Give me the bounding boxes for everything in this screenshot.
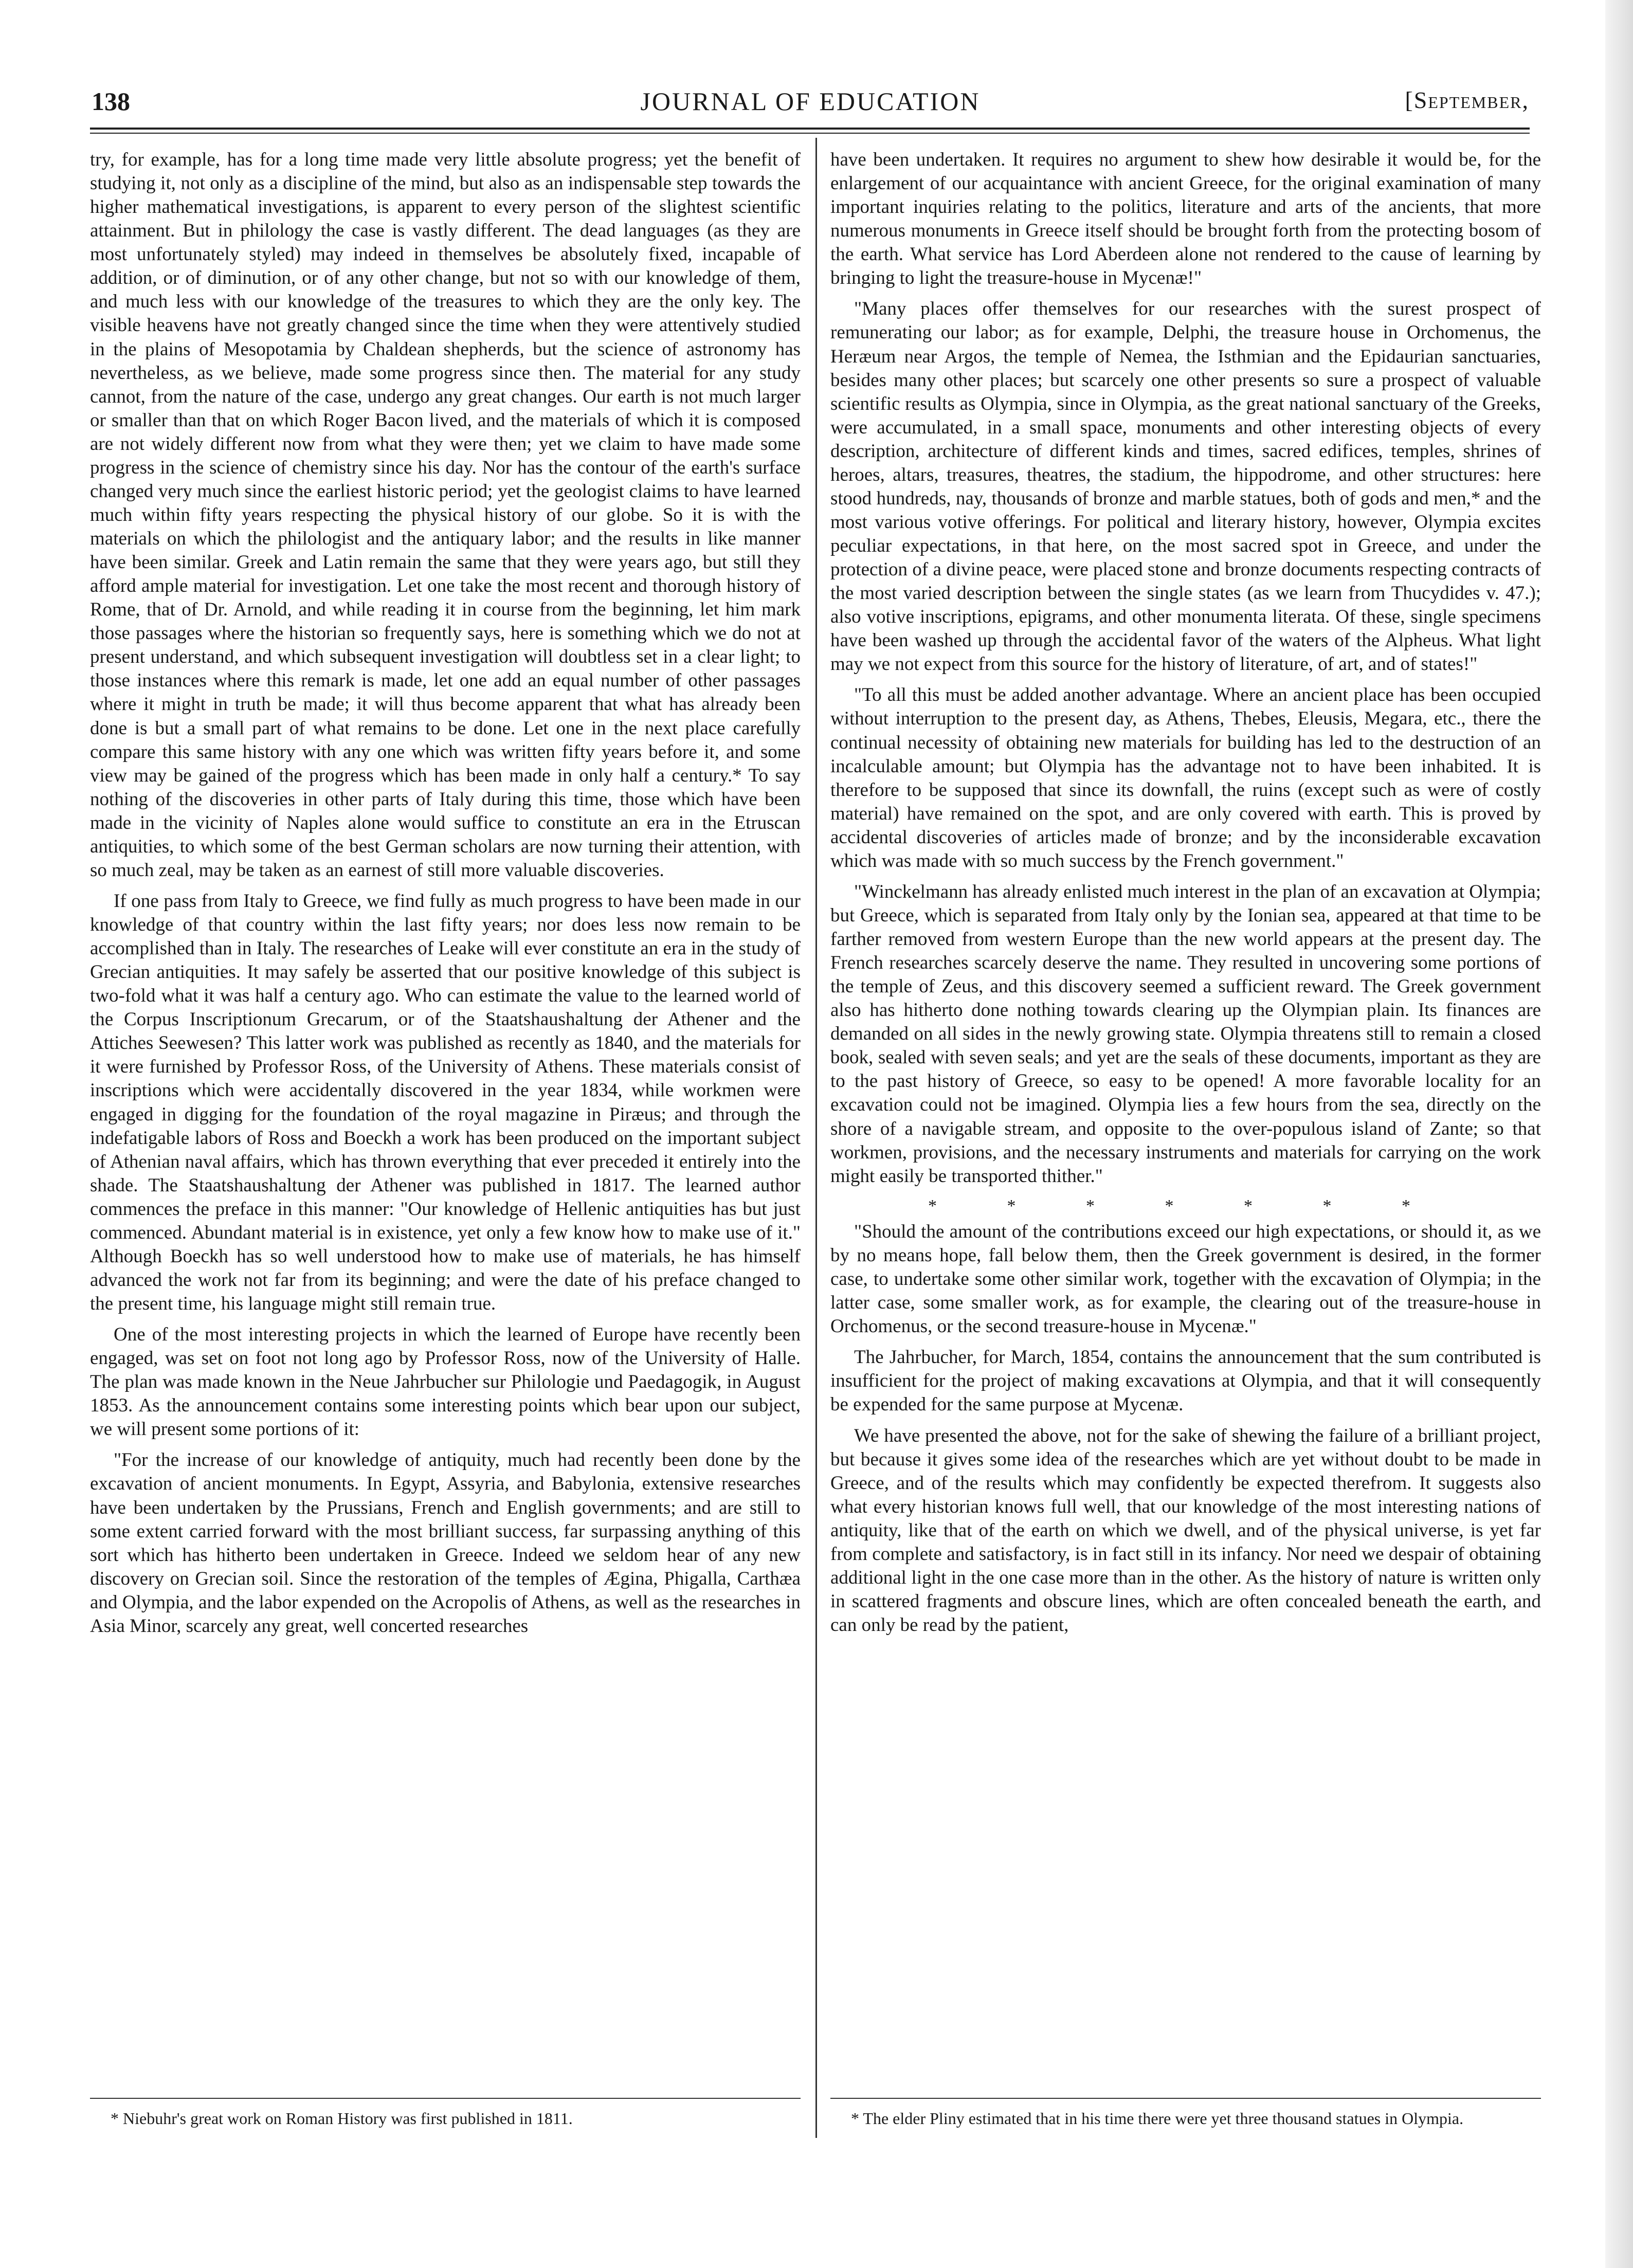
left-paragraph-1: try, for example, has for a long time made very little absolute progress; yet the benefit of studying it, not only as a discipline of the mind, but also as an indispensable step towards the higher mathematical investigations, is apparent to every person of the slightest scientific attainment. But in philology the case is vastly different. The dead languages (as they are most unfortunately styled) may indeed in themselves be absolutely fixed, incapable of addition, or of diminution, or of any other change, but not so with our knowledge of them, and much less with our knowledge of the treasures to which they are the only key. The visible heavens have not greatly changed since the time when they were attentively studied in the plains of Mesopotamia by Chaldean shepherds, but the science of astronomy has nevertheless, as we believe, made some progress since then. The material for any study cannot, from the nature of the case, undergo any great changes. Our earth is not much larger or smaller than that on which Roger Bacon lived, and the materials of which it is composed are not widely different now from what they were then; yet we claim to have made some progress in the science of chemistry since his day. Nor has the contour of the earth's surface changed very much since the earliest historic period; yet the geologist claims to have learned much within fifty years respecting the physical history of our globe. So it is with the materials on which the philologist and the antiquary labor; and the results in like manner have been similar. Greek and Latin remain the same that they were years ago, but still they afford ample material for investigation. Let one take the most recent and thorough history of Rome, that of Dr. Arnold, and while reading it in course from the beginning, let him mark those passages where the historian so frequently says, here is something which we do not at present understand, and which subsequent investigation will doubtless set in a clear light; to those instances where this remark is made, let one add an equal number of other passages where it might in truth be made; it will thus become apparent that what has already been done is but a small part of what remains to be done. Let one in the next place carefully compare this same history with any one which was written fifty years before it, and some view may be gained of the progress which has been made in only half a century.* To say nothing of the discoveries in other parts of Italy during this time, those which have been made in the vicinity of Naples alone would suffice to constitute an era in the Etruscan antiquities, to which some of the best German scholars are now turning their attention, with so much zeal, may be taken as an earnest of still more valuable discoveries. xyxy=(90,149,801,881)
running-header xyxy=(92,86,1529,128)
footnote-rule-right xyxy=(830,2098,1541,2099)
journal-title: JOURNAL OF EDUCATION xyxy=(640,87,981,116)
right-paragraph-3: "To all this must be added another advantage. Where an ancient place has been occupied without interruption to the present day, as Athens, Thebes, Eleusis, Megara, etc., there the continual necessity of obtaining new materials for building has led to the destruction of an incalculable amount; but Olympia has the advantage not to have been inhabited. It is therefore to be supposed that since its downfall, the ruins (except such as were of costly material) have remained on the spot, and are only covered with earth. This is proved by accidental discoveries of articles made of bronze; and by the inconsiderable excavation which was made with so much success by the French government." xyxy=(830,684,1541,872)
section-label: [September, xyxy=(1405,87,1529,113)
right-paragraph-5: "Should the amount of the contributions exceed our high expectations, or should it, as we by no means hope, fall below them, then the Greek government is desired, in the former case, to undertake some other similar work, together with the excavation of Olympia; in the latter case, some smaller work, as for example, the clearing out of the treasure-house in Orchomenus, or the second treasure-house in Mycenæ." xyxy=(830,1221,1541,1337)
left-paragraph-3: One of the most interesting projects in which the learned of Europe have recently been engaged, was set on foot not long ago by Professor Ross, now of the University of Halle. The plan was made known in the Neue Jahrbucher sur Philologie und Paedagogik, in August 1853. As the announcement contains some interesting points which bear upon our subject, we will present some portions of it: xyxy=(90,1324,801,1440)
right-column xyxy=(830,148,1541,2061)
right-paragraph-2: "Many places offer themselves for our researches with the surest prospect of remunerating our labor; as for example, Delphi, the treasure house in Orchomenus, the Heræum near Argos, the temple of Nemea, the Isthmian and the Epidaurian sanctuaries, besides many other places; but scarcely one other presents so sure a prospect of valuable scientific results as Olympia, since in Olympia, as the great national sanctuary of the Greeks, were accumulated, in a small space, monuments and other interesting objects of every description, architecture of different kinds and times, sacred edifices, temples, shrines of heroes, altars, treasures, theatres, the stadium, the hippodrome, and other structures: here stood hundreds, nay, thousands of bronze and marble statues, both of gods and men,* and the most various votive offerings. For political and literary history, however, Olympia excites peculiar expectations, in that here, on the most sacred spot in Greece, and under the protection of a divine peace, were placed stone and bronze documents respecting contracts of the most varied description between the single states (as we learn from Thucydides v. 47.); also votive inscriptions, epigrams, and other monumenta literata. Of these, single specimens have been washed up through the accidental favor of the waters of the Alpheus. What light may we not expect from this source for the history of literature, of art, and of states!" xyxy=(830,298,1541,675)
header-rule xyxy=(90,128,1530,130)
header-rule-thin xyxy=(90,133,1530,134)
right-paragraph-6: The Jahrbucher, for March, 1854, contains the announcement that the sum contributed is insufficient for the project of making excavations at Olympia, and that it will consequently be expended for the same purpose at Mycenæ. xyxy=(830,1347,1541,1416)
section-break-asterisks: * * * * * * * xyxy=(928,1196,1443,1215)
right-paragraph-1: have been undertaken. It requires no argument to shew how desirable it would be, for the enlargement of our acquaintance with ancient Greece, for the original examination of many important inquiries relating to the politics, literature and arts of the ancients, that more numerous monuments in Greece itself should be brought forth from the protecting bosom of the earth. What service has Lord Aberdeen alone not rendered to the cause of learning by bringing to light the treasure-house in Mycenæ!" xyxy=(830,149,1541,289)
column-divider xyxy=(815,138,817,2138)
footnote-left-text: * Niebuhr's great work on Roman History was first published in 1811. xyxy=(111,2109,573,2128)
footnote-right xyxy=(830,2108,1541,2130)
right-paragraph-4: "Winckelmann has already enlisted much interest in the plan of an excavation at Olympia; but Greece, which is separated from Italy only by the Ionian sea, appeared at that time to be farther removed from western Europe than the new world appears at the present day. The French researches scarcely deserve the name. They resulted in uncovering some portions of the temple of Zeus, and this discovery seemed a sufficient reward. The Greek government also has hitherto done nothing towards clearing up the Olympian plain. Its finances are demanded on all sides in the newly growing state. Olympia threatens still to remain a closed book, sealed with seven seals; and yet are the seals of these documents, important as they are to the past history of Greece, so easy to be opened! A more favorable locality for an excavation could not be imagined. Olympia lies a few hours from the sea, directly on the shore of a navigable stream, and opposite to the over-populous island of Zante; so that workmen, provisions, and the necessary instruments and materials for carrying on the work might easily be transported thither." xyxy=(830,881,1541,1187)
page-edge-shadow xyxy=(1605,0,1633,2268)
left-paragraph-2: If one pass from Italy to Greece, we find fully as much progress to have been made in our knowledge of that country within the last fifty years; nor does less now remain to be accomplished than in Italy. The researches of Leake will ever constitute an era in the study of Grecian antiquities. It may safely be asserted that our positive knowledge of this subject is two-fold what it was half a century ago. Who can estimate the value to the learned world of the Corpus Inscriptionum Grecarum, or of the Staatshaushaltung der Athener and the Attiches Seewesen? This latter work was published as recently as 1840, and the materials for it were furnished by Professor Ross, of the University of Athens. These materials consist of inscriptions which were accidentally discovered in the year 1834, while workmen were engaged in digging for the foundation of the royal magazine in Piræus; and through the indefatigable labors of Ross and Boeckh a work has been produced on the important subject of Athenian naval affairs, which has thrown everything that ever preceded it entirely into the shade. The Staatshaushaltung der Athener was published in 1817. The learned author commences the preface in this manner: "Our knowledge of Hellenic antiquities has but just commenced. Abundant material is in existence, yet only a few know how to make use of it." Although Boeckh has so well understood how to make use of materials, he has himself advanced the work not far from its beginning; and were the date of his preface changed to the present time, his language might still remain true. xyxy=(90,890,801,1314)
footnote-left xyxy=(90,2108,801,2130)
footnote-right-text: * The elder Pliny estimated that in his time there were yet three thousand statues in Olympia. xyxy=(851,2109,1464,2128)
left-paragraph-4: "For the increase of our knowledge of antiquity, much had recently been done by the excavation of ancient monuments. In Egypt, Assyria, and Babylonia, extensive researches have been undertaken by the Prussians, French and English governments; and are still to some extent carried forward with the most brilliant success, far surpassing anything of this sort which has hitherto been undertaken in Greece. Indeed we seldom hear of any new discovery on Grecian soil. Since the restoration of the temples of Ægina, Phigalla, Carthæa and Olympia, and the labor expended on the Acropolis of Athens, as well as the researches in Asia Minor, scarcely any great, well concerted researches xyxy=(90,1449,801,1637)
left-column xyxy=(90,148,801,2061)
page-number: 138 xyxy=(92,87,130,116)
footnote-rule-left xyxy=(90,2098,801,2099)
right-paragraph-7: We have presented the above, not for the sake of shewing the failure of a brilliant project, but because it gives some idea of the researches which are yet without doubt to be made in Greece, and of the results which may confidently be expected therefrom. It suggests also what every historian knows full well, that our knowledge of the most interesting nations of antiquity, like that of the earth on which we dwell, and of the physical universe, is yet far from complete and satisfactory, is in fact still in its infancy. Nor need we despair of obtaining additional light in the one case more than in the other. As the history of nature is written only in scattered fragments and obscure lines, which are often concealed beneath the earth, and can only be read by the patient, xyxy=(830,1425,1541,1636)
